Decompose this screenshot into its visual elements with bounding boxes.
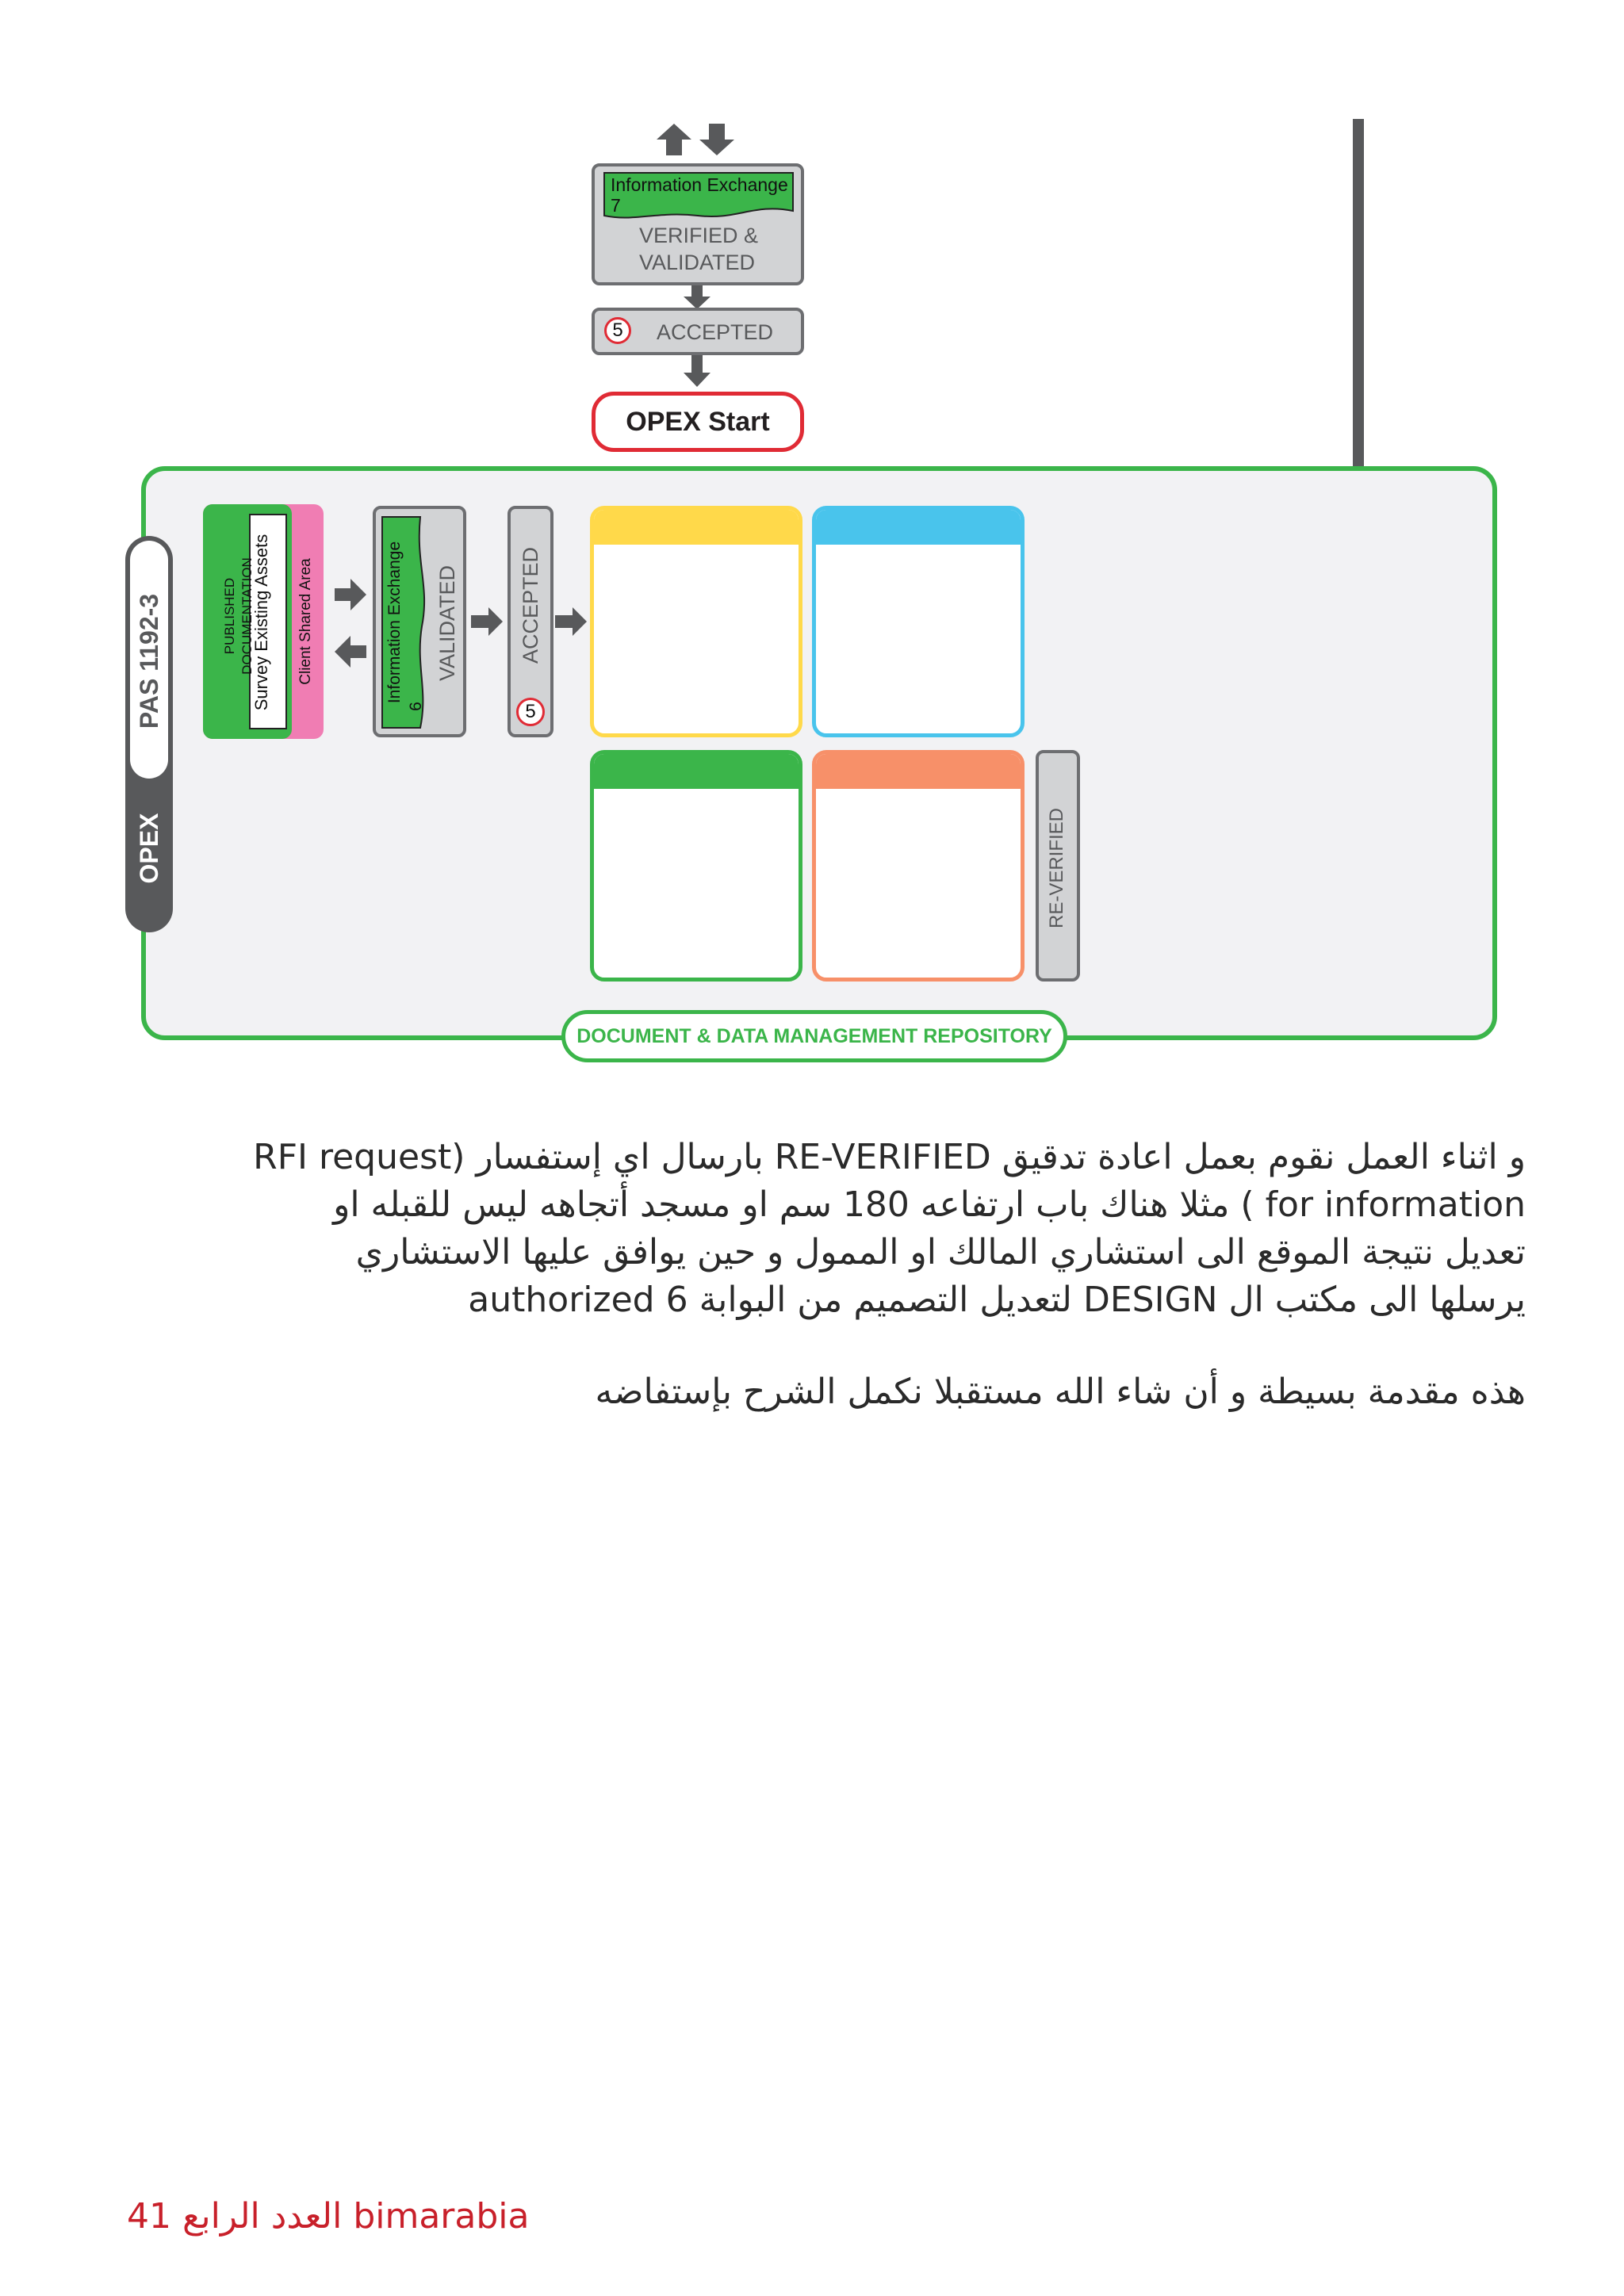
accepted-top-badge	[604, 317, 631, 344]
client-shared-area-label: Client Shared Area	[297, 558, 314, 685]
exchange-6-number: 6	[407, 702, 425, 711]
page-footer: 41 العدد الرابع bimarabia	[127, 2196, 530, 2237]
accepted-top-badge-number: 5	[612, 320, 623, 341]
paragraph-1	[51, 1134, 1526, 1324]
opex-start-label: OPEX Start	[626, 407, 770, 437]
repository-label-pill	[561, 1010, 1067, 1062]
arrow-right-icon	[471, 606, 504, 637]
paragraph-1-line-2: for information ) مثلا هناك باب ارتفاعه 180 سم او مسجد أتجاهه ليس للقبله او	[333, 1184, 1526, 1225]
exchange-7-label: Information Exchange	[611, 174, 788, 195]
orange-panel	[812, 750, 1025, 982]
exchange-7-number: 7	[611, 195, 621, 216]
side-tab	[125, 536, 173, 932]
arrow-right-icon-2	[555, 606, 588, 637]
accepted-left-label: ACCEPTED	[519, 546, 542, 664]
yellow-panel	[590, 506, 802, 737]
paragraph-2	[51, 1368, 1526, 1416]
accepted-top-box	[592, 308, 804, 355]
exchange-horizontal-arrows-icon	[331, 577, 370, 669]
opex-start-box	[592, 392, 804, 452]
exchange-arrows-icon	[652, 121, 739, 159]
blue-panel	[812, 506, 1025, 737]
paragraph-1-line-1: و اثناء العمل نقوم بعمل اعادة تدقيق RE-VERIFIED بارسال اي إستفسار (RFI request	[253, 1137, 1526, 1177]
arrow-down-icon-2	[682, 355, 712, 387]
paragraph-1-line-4: يرسلها الى مكتب ال DESIGN لتعديل التصميم من البوابة 6 authorized	[468, 1280, 1526, 1320]
paragraph-2-line: هذه مقدمة بسيطة و أن شاء الله مستقبلا نكمل الشرح بإستفاضه	[595, 1372, 1526, 1412]
accepted-top-label: ACCEPTED	[657, 320, 774, 344]
information-exchange-7-box	[592, 163, 804, 285]
paragraph-1-line-3: تعديل نتيجة الموقع الى استشاري المالك او الممول و حين يوافق عليها الاستشاري	[355, 1232, 1526, 1272]
exchange-6-label: Information Exchange	[385, 541, 404, 704]
survey-existing-assets-label: Survey Existing Assets	[251, 534, 271, 711]
pas-label: PAS 1192-3	[135, 593, 163, 729]
published-title-line1: PUBLISHED	[222, 577, 237, 655]
accepted-left-badge-number: 5	[525, 701, 536, 722]
arrow-down-icon	[682, 285, 712, 309]
exchange-6-status: VALIDATED	[435, 564, 459, 682]
opex-side-label: OPEX	[135, 813, 163, 884]
re-verified-label: RE-VERIFIED	[1046, 808, 1067, 929]
green-panel	[590, 750, 802, 982]
accepted-left-badge	[516, 698, 545, 726]
exchange-7-status-line2: VALIDATED	[639, 251, 756, 274]
exchange-7-status-line1: VERIFIED &	[639, 224, 759, 247]
published-title-line2: DOCUMENTATION	[239, 557, 255, 675]
repository-label: DOCUMENT & DATA MANAGEMENT REPOSITORY	[576, 1025, 1052, 1047]
